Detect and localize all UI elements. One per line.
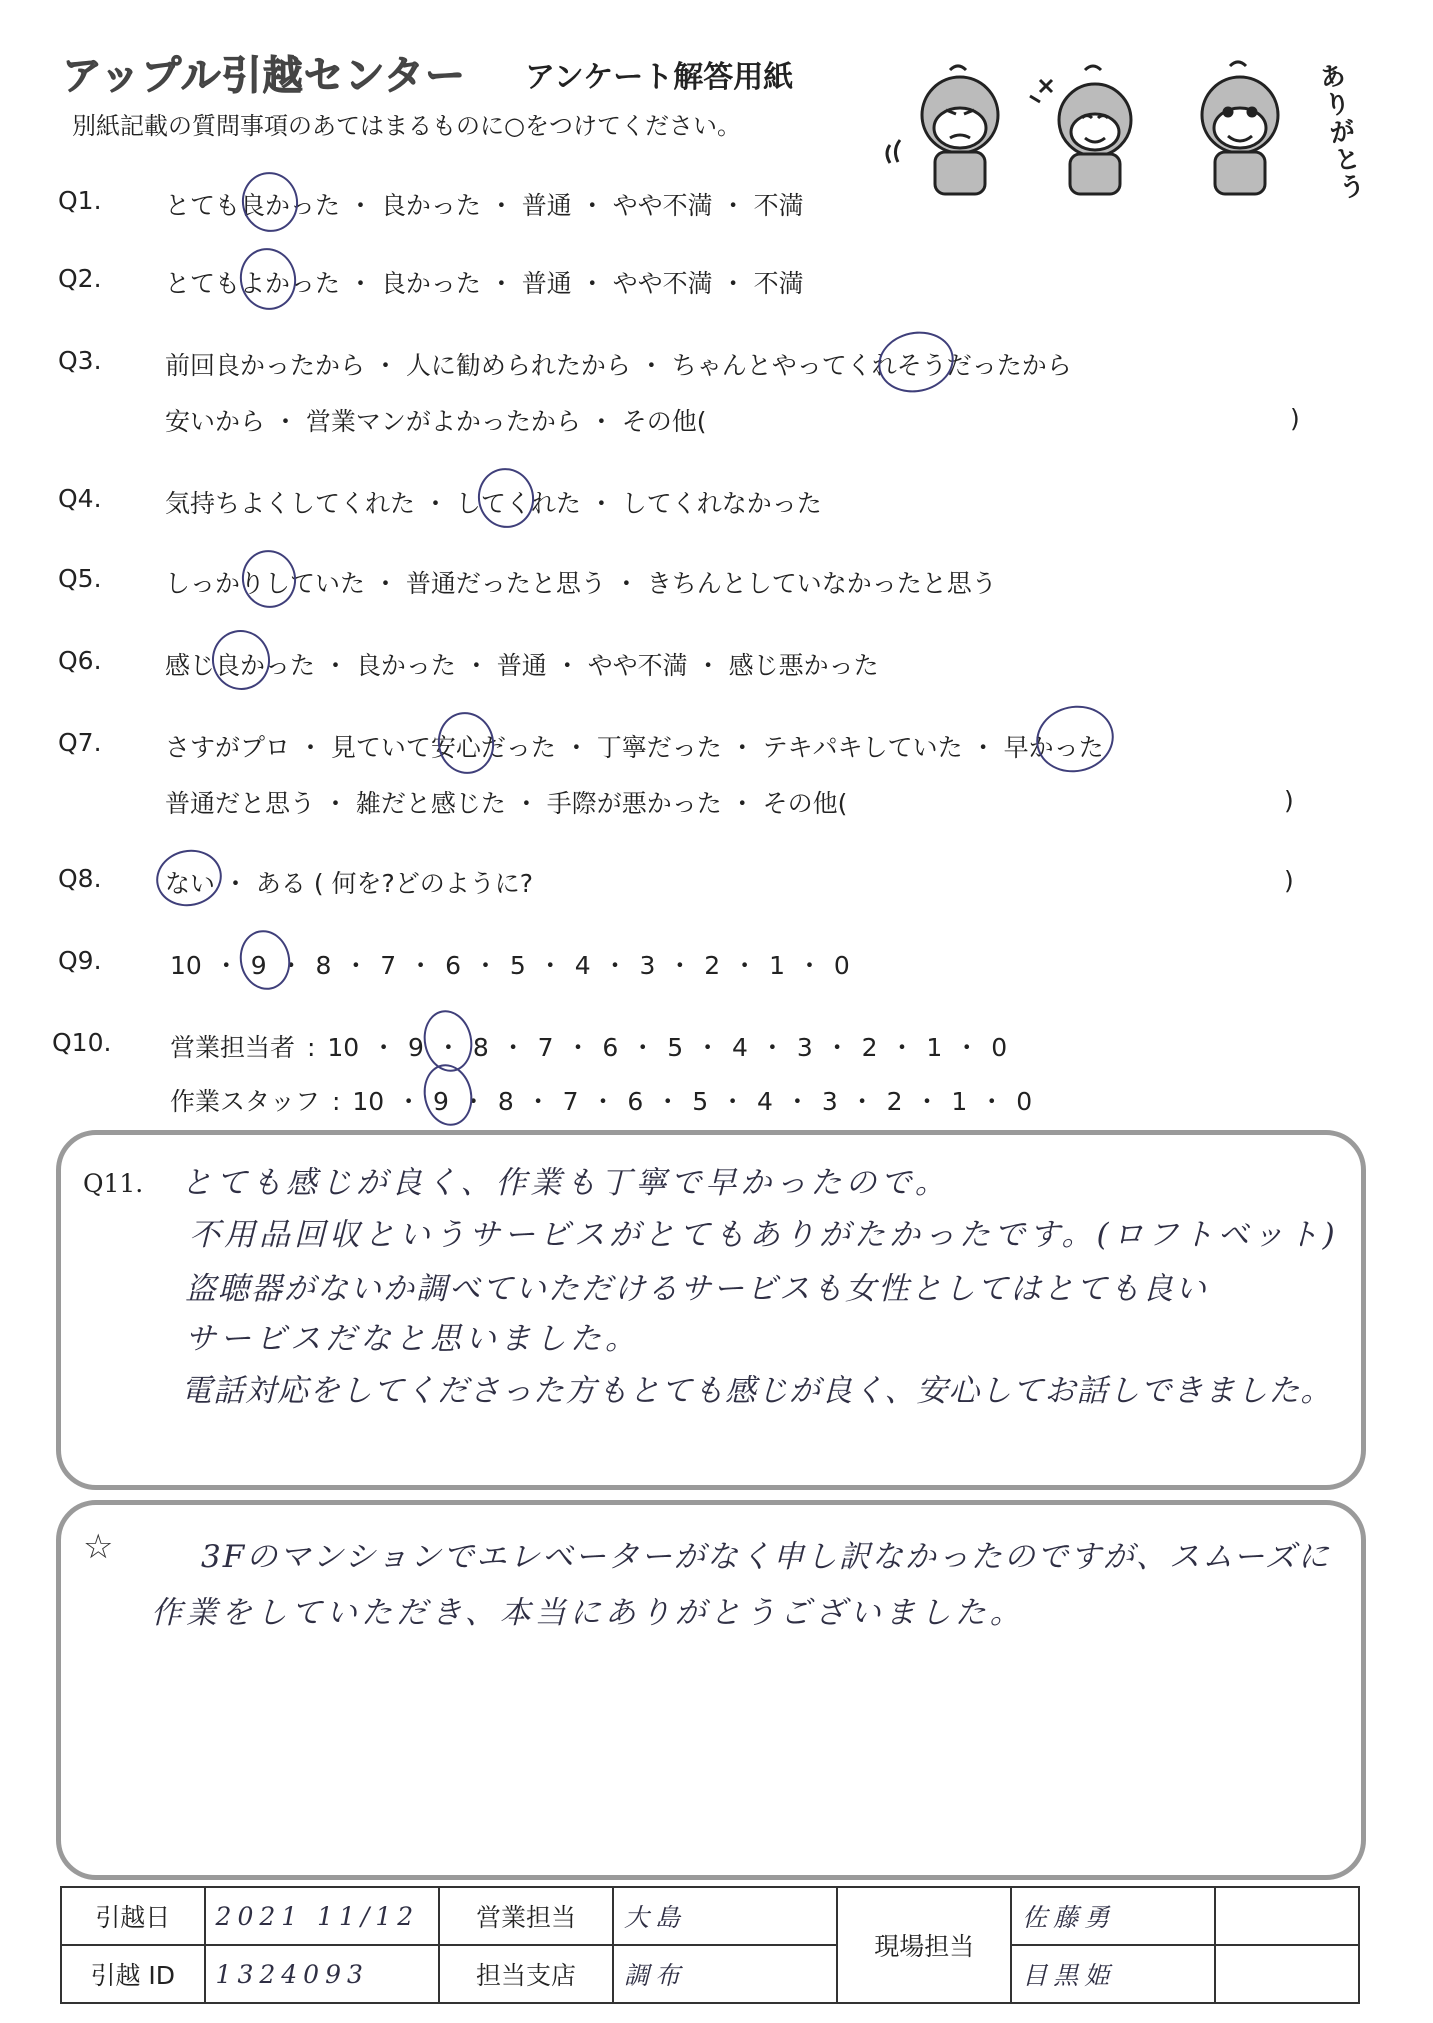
q11-comment-line-3: 盗聴器がないか調べていただけるサービスも女性としてはとても良い	[185, 1271, 1208, 1307]
thanks-text: ありがとう	[1313, 60, 1367, 204]
site-staff-label: 現場担当	[837, 1887, 1011, 2003]
q8-close-paren: )	[1284, 866, 1294, 895]
q4-label: Q4.	[58, 484, 102, 513]
mascot-angry-icon	[887, 66, 998, 194]
form-title: アンケート解答用紙	[525, 60, 794, 95]
q5-answer-circle	[237, 545, 302, 613]
q1-options: とても良かった ・ 良かった ・ 普通 ・ やや不満 ・ 不満	[165, 191, 804, 220]
q8-options: ない ・ ある ( 何を?どのように?	[165, 869, 534, 898]
q7-label: Q7.	[58, 728, 102, 757]
q4-options: 気持ちよくしてくれた ・ してくれた ・ してくれなかった	[165, 489, 822, 518]
q1-answer-circle	[236, 167, 303, 237]
star-comment-line-2: 作業をしていただき、本当にありがとうございました。	[151, 1595, 1025, 1631]
q10-staff-answer-circle	[418, 1060, 478, 1131]
q11-comment-box	[56, 1130, 1366, 1490]
site-staff-value-2: 目黒姫	[1011, 1945, 1215, 2003]
q2-answer-circle	[234, 243, 302, 315]
sales-rep-value: 大島	[613, 1887, 837, 1945]
sales-rep-label: 営業担当	[439, 1887, 613, 1945]
star-comment-line-1: 3Fのマンションでエレベーターがなく申し訳なかったのですが、スムーズに	[201, 1539, 1331, 1575]
q5-label: Q5.	[58, 564, 102, 593]
branch-value: 調布	[613, 1945, 837, 2003]
q6-label: Q6.	[58, 646, 102, 675]
q11-comment-line-2: 不用品回収というサービスがとてもありがたかったです。(ロフトベット)	[189, 1217, 1339, 1253]
company-name: アップル引越センター	[62, 53, 466, 99]
empty-cell-2	[1215, 1945, 1359, 2003]
move-id-value: 1324093	[205, 1945, 440, 2003]
q9-scale: 10 ・ 9 ・ 8 ・ 7 ・ 6 ・ 5 ・ 4 ・ 3 ・ 2 ・ 1 ・ 0	[170, 951, 850, 980]
q7-options-line2: 普通だと思う ・ 雑だと感じた ・ 手際が悪かった ・ その他(	[165, 789, 848, 818]
q2-options: とてもよかった ・ 良かった ・ 普通 ・ やや不満 ・ 不満	[165, 269, 804, 298]
q1-label: Q1.	[58, 186, 102, 215]
q10-staff-scale: 作業スタッフ : 10 ・ 9 ・ 8 ・ 7 ・ 6 ・ 5 ・ 4 ・ 3 ・ 2 ・ 1 ・ 0	[170, 1087, 1033, 1116]
q3-options-line1: 前回良かったから ・ 人に勧められたから ・ ちゃんとやってくれそうだったから	[165, 351, 1072, 380]
q3-answer-circle	[873, 325, 960, 399]
mascot-smiling-icon	[1202, 62, 1278, 194]
empty-cell-1	[1215, 1887, 1359, 1945]
q5-options: しっかりしていた ・ 普通だったと思う ・ きちんとしていなかったと思う	[165, 569, 997, 598]
move-id-label: 引越 ID	[61, 1945, 205, 2003]
q3-close-paren: )	[1290, 404, 1300, 433]
q10-sales-scale: 営業担当者 : 10 ・ 9 ・ 8 ・ 7 ・ 6 ・ 5 ・ 4 ・ 3 ・ 2 ・ 1 ・ 0	[170, 1033, 1008, 1062]
q2-label: Q2.	[58, 264, 102, 293]
q9-label: Q9.	[58, 946, 102, 975]
q6-options: 感じ良かった ・ 良かった ・ 普通 ・ やや不満 ・ 感じ悪かった	[165, 651, 879, 680]
move-date-label: 引越日	[61, 1887, 205, 1945]
mascot-illustration	[880, 60, 1300, 210]
q7-answer-circle-2	[1030, 699, 1120, 780]
instruction-text: 別紙記載の質問事項のあてはまるものに○をつけてください。	[72, 112, 741, 140]
q7-close-paren: )	[1284, 786, 1294, 815]
site-staff-value-1: 佐藤勇	[1011, 1887, 1215, 1945]
move-info-table	[60, 1886, 1360, 2004]
mascot-laughing-icon	[1030, 66, 1131, 194]
q11-label: Q11.	[83, 1169, 144, 1198]
q7-options-line1: さすがプロ ・ 見ていて安心だった ・ 丁寧だった ・ テキパキしていた ・ 早かった	[165, 733, 1104, 762]
move-date-value: 2021 11/12	[205, 1887, 440, 1945]
q6-answer-circle	[206, 625, 275, 696]
q11-comment-line-4: サービスだなと思いました。	[185, 1321, 640, 1357]
q3-options-line2: 安いから ・ 営業マンがよかったから ・ その他(	[165, 407, 707, 436]
star-icon: ☆	[83, 1527, 114, 1567]
branch-label: 担当支店	[439, 1945, 613, 2003]
q7-answer-circle-1	[432, 707, 500, 779]
star-comment-box	[56, 1500, 1366, 1880]
q4-answer-circle	[472, 463, 539, 533]
q11-comment-line-5: 電話対応をしてくださった方もとても感じが良く、安心してお話しできました。	[181, 1373, 1333, 1409]
q3-label: Q3.	[58, 346, 102, 375]
q9-answer-circle	[234, 925, 295, 994]
q8-label: Q8.	[58, 864, 102, 893]
q10-label: Q10.	[52, 1028, 112, 1057]
q8-answer-circle	[151, 844, 227, 912]
q11-comment-line-1: とても感じが良く、作業も丁寧で早かったので。	[181, 1165, 950, 1201]
